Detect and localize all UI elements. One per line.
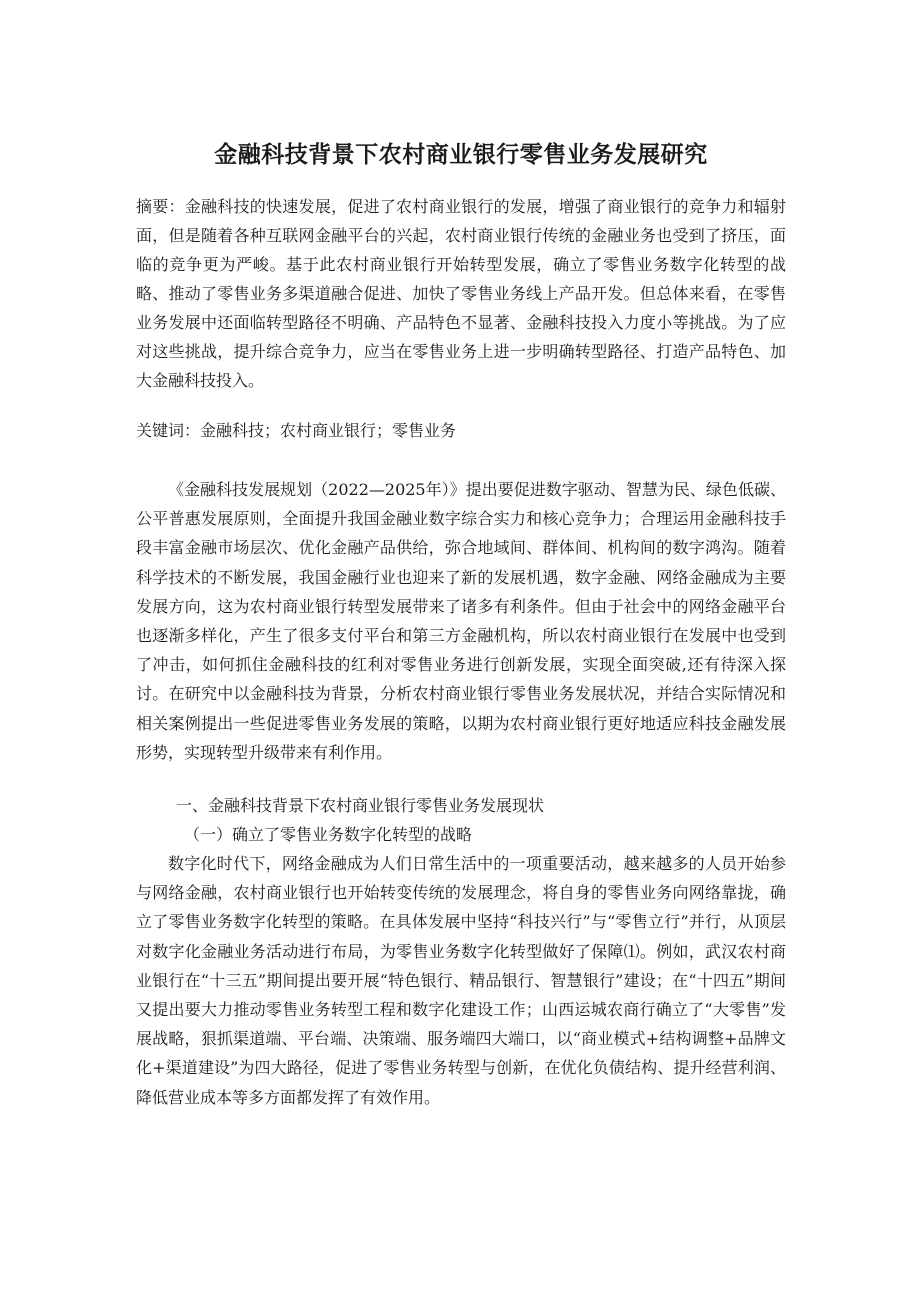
subsection-body-paragraph: 数字化时代下，网络金融成为人们日常生活中的一项重要活动，越来越多的人员开始参与网络金融，农村商业银行也开始转变传统的发展理念，将自身的零售业务向网络靠拢，确立了零售业务数字化转型的策略。在具体发展中坚持“科技兴行”与“零售立行”并行，从顶层对数字化金融业务活动进行布局，为零售业务数字化转型做好了保障⑴。例如，武汉农村商业银行在“十三五”期间提出要开展“特色银行、精品银行、智慧银行”建设；在“十四五”期间又提出要大力推动零售业务转型工程和数字化建设工作；山西运城农商行确立了“大零售”发展战略，狠抓渠道端、平台端、决策端、服务端四大端口，以“商业模式+结构调整+品牌文化+渠道建设”为四大路径，促进了零售业务转型与创新，在优化负债结构、提升经营利润、降低营业成本等多方面都发挥了有效作用。 [136, 854, 786, 1107]
subsection-heading: （一）确立了零售业务数字化转型的战略 [184, 825, 473, 844]
section-heading: 一、金融科技背景下农村商业银行零售业务发展现状 [176, 796, 545, 815]
abstract-paragraph: 摘要：金融科技的快速发展，促进了农村商业银行的发展，增强了商业银行的竞争力和辐射面，但是随着各种互联网金融平台的兴起，农村商业银行传统的金融业务也受到了挤压，面临的竞争更为严峻。基于此农村商业银行开始转型发展，确立了零售业务数字化转型的战略、推动了零售业务多渠道融合促进、加快了零售业务线上产品开发。但总体来看，在零售业务发展中还面临转型路径不明确、产品特色不显著、金融科技投入力度小等挑战。为了应对这些挑战，提升综合竞争力，应当在零售业务上进一步明确转型路径、打造产品特色、加大金融科技投入。 [136, 197, 786, 390]
keywords-line: 关键词：金融科技；农村商业银行；零售业务 [136, 421, 457, 440]
document-title: 金融科技背景下农村商业银行零售业务发展研究 [214, 141, 708, 169]
intro-paragraph: 《金融科技发展规划（2022—2025年）》提出要促进数字驱动、智慧为民、绿色低碳、公平普惠发展原则，全面提升我国金融业数字综合实力和核心竞争力；合理运用金融科技手段丰富金融市场层次、优化金融产品供给，弥合地域间、群体间、机构间的数字鸿沟。随着科学技术的不断发展，我国金融行业也迎来了新的发展机遇，数字金融、网络金融成为主要发展方向，这为农村商业银行转型发展带来了诸多有利条件。但由于社会中的网络金融平台也逐渐多样化，产生了很多支付平台和第三方金融机构，所以农村商业银行在发展中也受到了冲击，如何抓住金融科技的红利对零售业务进行创新发展，实现全面突破,还有待深入探讨。在研究中以金融科技为背景，分析农村商业银行零售业务发展状况，并结合实际情况和相关案例提出一些促进零售业务发展的策略，以期为农村商业银行更好地适应科技金融发展形势，实现转型升级带来有利作用。 [136, 480, 786, 762]
